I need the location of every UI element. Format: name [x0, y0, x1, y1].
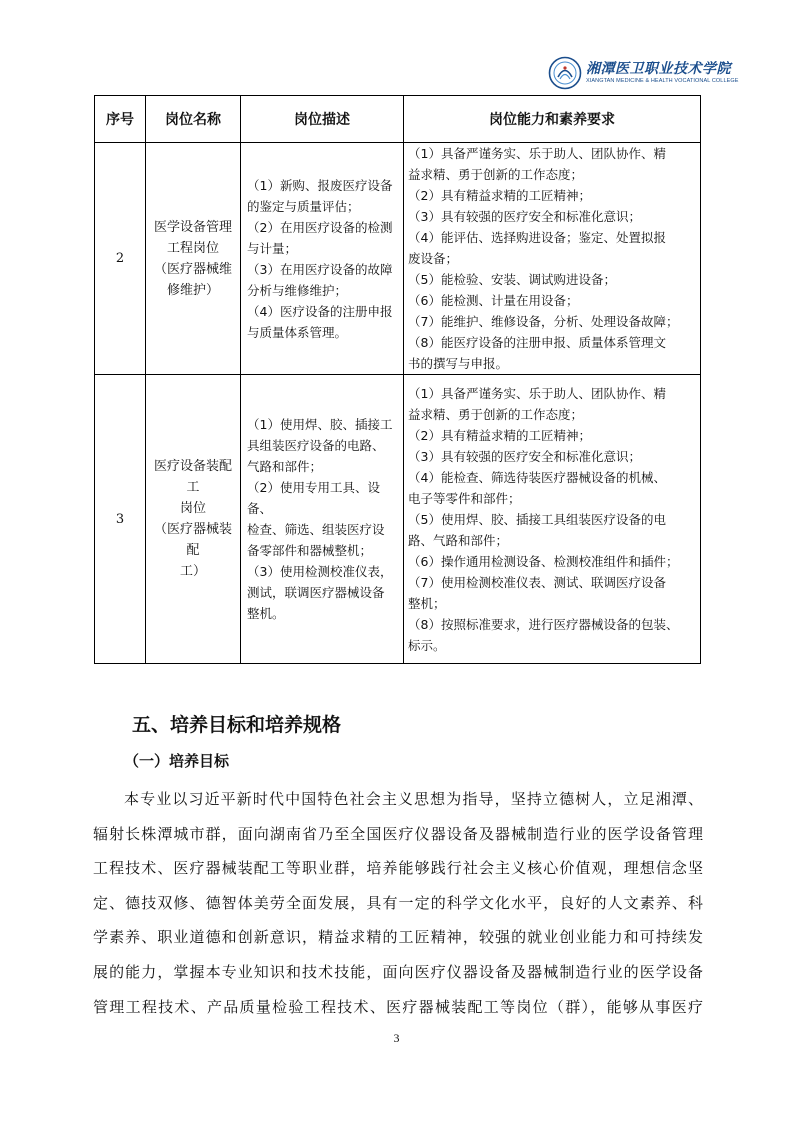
row-description [241, 375, 404, 664]
name-line: 岗位 [179, 501, 206, 516]
desc-line: 气路和部件； [247, 459, 323, 474]
desc-line: 分析与维修维护； [247, 282, 348, 298]
paragraph-line: 管理工程技术、产品质量检验工程技术、医疗器械装配工等岗位（群），能够从事医疗 [93, 997, 703, 1016]
logo-english-name: XIANGTAN MEDICINE & HEALTH VOCATIONAL COLLEGE [586, 78, 739, 84]
row-serial: 2 [95, 143, 146, 375]
logo-chinese-name: 湘潭医卫职业技术学院 [586, 61, 731, 77]
college-logo [548, 56, 739, 94]
req-line: （2）具有精益求精的工匠精神； [408, 427, 591, 443]
desc-line: （1）使用焊、胶、插接工 [247, 417, 393, 432]
desc-line: 与质量体系管理。 [247, 324, 348, 340]
desc-line: 具组装医疗设备的电路、 [247, 438, 385, 453]
req-line: （3）具有较强的医疗安全和标准化意识； [408, 209, 641, 224]
desc-line: 与计量； [247, 240, 298, 256]
req-line: （5）能检验、安装、调试购进设备； [408, 272, 616, 287]
req-line: （8）能医疗设备的注册申报、质量体系管理文 [408, 335, 666, 350]
req-line: （5）使用焊、胶、插接工具组装医疗设备的电 [408, 511, 666, 527]
req-line: 路、气路和部件； [408, 532, 509, 548]
college-emblem-icon [548, 56, 582, 90]
req-line: 电子等零件和部件； [408, 490, 521, 506]
req-line: （2）具有精益求精的工匠精神； [408, 188, 591, 203]
row-position-name [146, 143, 241, 375]
paragraph-line: 展的能力，掌握本专业知识和技术技能，面向医疗仪器设备及器械制造行业的医学设备 [93, 962, 703, 981]
desc-line: （4）医疗设备的注册申报 [247, 303, 393, 319]
req-line: 整机； [408, 595, 446, 611]
desc-line: （2）使用专用工具、设备、 [247, 480, 380, 516]
req-line: （4）能检查、筛选待装医疗器械设备的机械、 [408, 469, 666, 485]
req-line: （7）使用检测校准仪表、测试、联调医疗设备 [408, 574, 666, 590]
desc-line: 检查、筛选、组装医疗设 [247, 522, 385, 537]
row-description [241, 143, 404, 375]
desc-line: 备零部件和器械整机； [247, 543, 373, 558]
name-line: （医疗器械维 [153, 261, 232, 277]
req-line: （6）能检测、计量在用设备； [408, 293, 579, 308]
row-requirements [404, 375, 701, 664]
req-line: 标示。 [408, 637, 446, 653]
paragraph-line: 学素养、职业道德和创新意识，精益求精的工匠精神，较强的就业创业能力和可持续发 [93, 928, 703, 947]
req-line: （8）按照标准要求，进行医疗器械设备的包装、 [408, 616, 679, 632]
req-line: （4）能评估、选择购进设备；鉴定、处置拟报 [408, 230, 666, 245]
table-row [95, 143, 701, 375]
desc-line: 测试，联调医疗器械设备 [247, 585, 385, 600]
req-line: （6）操作通用检测设备、检测校准组件和插件； [408, 553, 679, 569]
subsection-heading: （一）培养目标 [124, 752, 230, 770]
header-position-description: 岗位描述 [241, 96, 404, 143]
paragraph-line: 辐射长株潭城市群，面向湖南省乃至全国医疗仪器设备及器械制造行业的医学设备管理 [93, 824, 703, 843]
table-row [95, 375, 701, 664]
row-position-name [146, 375, 241, 664]
table-header-row [95, 96, 701, 143]
name-line: 工程岗位 [166, 240, 219, 256]
row-requirements [404, 143, 701, 375]
name-line: 工） [179, 564, 206, 579]
desc-line: 整机。 [247, 606, 285, 621]
header-position-name: 岗位名称 [146, 96, 241, 143]
paragraph-line: 本专业以习近平新时代中国特色社会主义思想为指导，坚持立德树人，立足湘潭、 [124, 790, 703, 808]
req-line: 废设备； [408, 251, 459, 266]
header-serial: 序号 [95, 96, 146, 143]
name-line: 医学设备管理 [153, 219, 232, 235]
page-number: 3 [393, 1031, 400, 1045]
paragraph-line: 定、德技双修、德智体美劳全面发展，具有一定的科学文化水平，良好的人文素养、科 [93, 893, 703, 912]
name-line: （医疗器械装配 [153, 522, 232, 558]
req-line: （3）具有较强的医疗安全和标准化意识； [408, 448, 641, 464]
desc-line: （3）在用医疗设备的故障 [247, 261, 393, 277]
desc-line: 的鉴定与质量评估； [247, 198, 360, 214]
row-serial: 3 [95, 375, 146, 664]
req-line: 益求精、勇于创新的工作态度； [408, 406, 584, 422]
req-line: （1）具备严谨务实、乐于助人、团队协作、精 [408, 385, 666, 401]
req-line: 益求精、勇于创新的工作态度； [408, 167, 584, 182]
req-line: （7）能维护、维修设备，分析、处理设备故障； [408, 314, 679, 329]
req-line: （1）具备严谨务实、乐于助人、团队协作、精 [408, 146, 666, 161]
desc-line: （3）使用检测校准仪表， [247, 564, 393, 579]
body-paragraph [93, 782, 703, 1024]
paragraph-line: 工程技术、医疗器械装配工等职业群，培养能够践行社会主义核心价值观，理想信念坚 [93, 859, 703, 878]
desc-line: （1）新购、报废医疗设备 [247, 177, 393, 193]
job-position-table [94, 95, 701, 664]
name-line: 医疗设备装配工 [153, 459, 232, 495]
section-heading: 五、培养目标和培养规格 [132, 714, 342, 736]
req-line: 书的撰写与申报。 [408, 356, 509, 371]
desc-line: （2）在用医疗设备的检测 [247, 219, 393, 235]
name-line: 修维护） [166, 282, 219, 298]
header-ability-requirements: 岗位能力和素养要求 [404, 96, 701, 143]
